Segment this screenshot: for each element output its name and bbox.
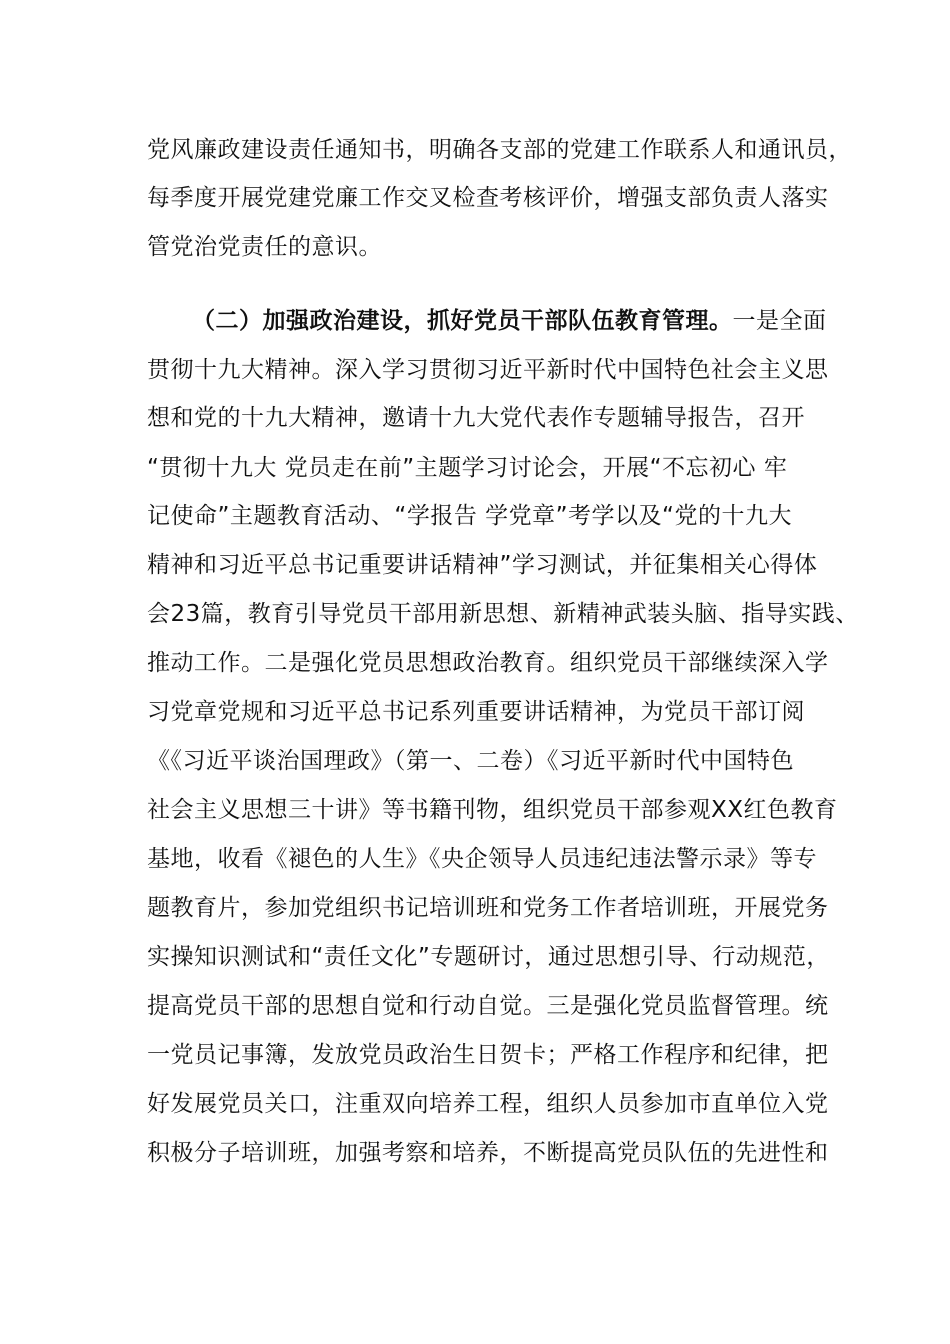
paragraph-2-first-line	[192, 306, 827, 336]
paragraph-2-line-3: “贯彻十九大 党员走在前”主题学习讨论会，开展“不忘初心 牢	[147, 455, 788, 481]
paragraph-2-line-14: 提高党员干部的思想自觉和行动自觉。三是强化党员监督管理。统	[147, 993, 829, 1019]
paragraph-2-line-1: 贯彻十九大精神。深入学习贯彻习近平新时代中国特色社会主义思	[147, 357, 829, 383]
section-heading: （二）加强政治建设，抓好党员干部队伍教育管理。	[192, 308, 733, 334]
paragraph-2-line-9: 《《习近平谈治国理政》（第一、二卷）《习近平新时代中国特色	[147, 748, 794, 774]
paragraph-1-line-3: 管党治党责任的意识。	[147, 234, 382, 260]
paragraph-2-line-12: 题教育片，参加党组织书记培训班和党务工作者培训班，开展党务	[147, 895, 829, 921]
paragraph-2-line-15: 一党员记事簿，发放党员政治生日贺卡；严格工作程序和纪律，把	[147, 1042, 829, 1068]
paragraph-2-line-6: 会23篇，教育引导党员干部用新思想、新精神武装头脑、指导实践、	[147, 601, 859, 627]
paragraph-2-line-16: 好发展党员关口，注重双向培养工程，组织人员参加市直单位入党	[147, 1091, 829, 1117]
paragraph-1-line-2: 每季度开展党建党廉工作交叉检查考核评价，增强支部负责人落实	[147, 185, 829, 211]
paragraph-2-line-11: 基地，收看《褪色的人生》《央企领导人员违纪违法警示录》等专	[147, 846, 817, 872]
paragraph-2-line-17: 积极分子培训班，加强考察和培养，不断提高党员队伍的先进性和	[147, 1140, 829, 1166]
paragraph-2-line-7: 推动工作。二是强化党员思想政治教育。组织党员干部继续深入学	[147, 650, 829, 676]
paragraph-2-line-10: 社会主义思想三十讲》等书籍刊物，组织党员干部参观XX红色教育	[147, 797, 838, 823]
paragraph-2-line-4: 记使命”主题教育活动、“学报告 学党章”考学以及“党的十九大	[147, 503, 792, 529]
paragraph-2-line-2: 想和党的十九大精神，邀请十九大党代表作专题辅导报告，召开	[147, 405, 805, 431]
paragraph-2-line-5: 精神和习近平总书记重要讲话精神”学习测试，并征集相关心得体	[147, 552, 818, 578]
paragraph-1-line-1: 党风廉政建设责任通知书，明确各支部的党建工作联系人和通讯员，	[147, 137, 852, 163]
section-heading-continuation: 一是全面	[732, 308, 827, 334]
paragraph-2-line-8: 习党章党规和习近平总书记系列重要讲话精神，为党员干部订阅	[147, 699, 805, 725]
paragraph-2-line-13: 实操知识测试和“责任文化”专题研讨，通过思想引导、行动规范，	[147, 944, 830, 970]
